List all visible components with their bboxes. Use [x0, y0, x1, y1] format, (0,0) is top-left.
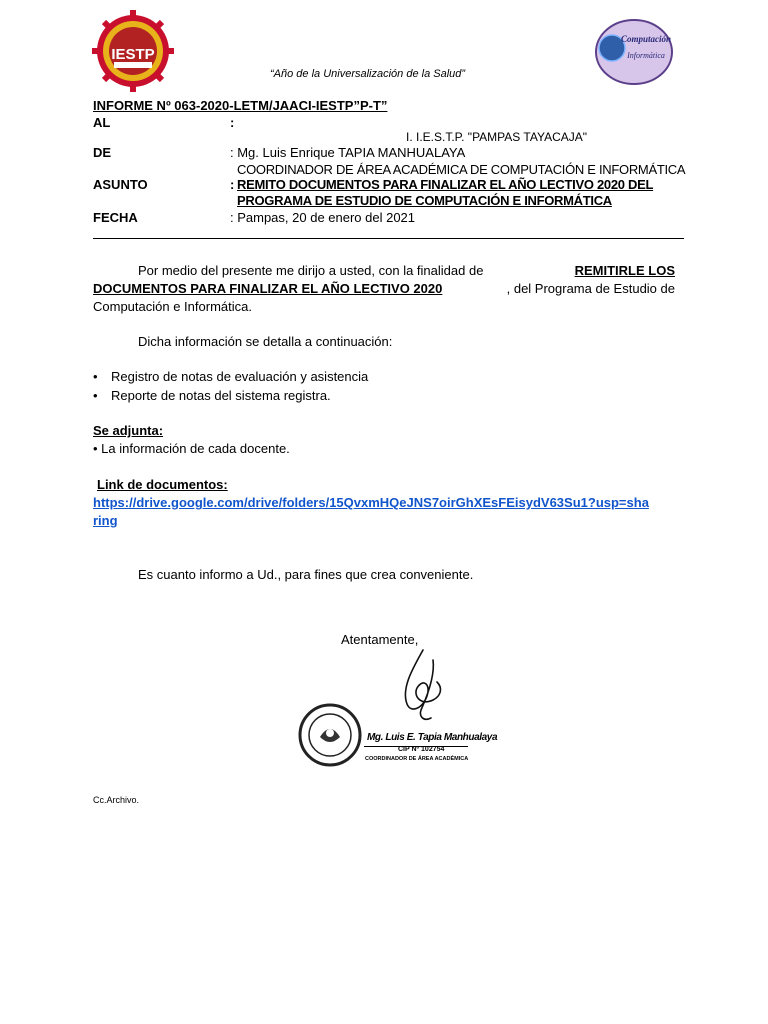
asunto-line1: REMITO DOCUMENTOS PARA FINALIZAR EL AÑO LECTIVO 2020 DEL: [237, 177, 654, 192]
svg-text:Informática: Informática: [627, 51, 665, 60]
documents-link-line2[interactable]: ring: [93, 513, 118, 528]
bullet-item-1: [93, 369, 369, 384]
al-label: AL: [93, 115, 111, 130]
al-value: I. I.E.S.T.P. "PAMPAS TAYACAJA": [406, 130, 588, 144]
attach-item: • La información de cada docente.: [93, 441, 290, 456]
motto: “Año de la Universalización de la Salud”: [270, 68, 466, 80]
cc-archive: Cc.Archivo.: [93, 795, 140, 805]
al-colon: :: [230, 115, 235, 130]
link-heading: Link de documentos:: [97, 477, 228, 492]
para1-end: Computación e Informática.: [93, 299, 252, 314]
memo-title: INFORME Nº 063-2020-LETM/JAACI-IESTP”P-T”: [93, 98, 388, 113]
de-label: DE: [93, 145, 112, 160]
seal-stamp: [298, 703, 362, 767]
asunto-line2: PROGRAMA DE ESTUDIO DE COMPUTACIÓN E INFORMÁTICA: [237, 193, 612, 208]
header-divider: [93, 238, 684, 239]
para1-line1: [93, 262, 675, 280]
attach-heading: Se adjunta:: [93, 423, 164, 438]
asunto-colon: :: [230, 177, 235, 192]
signature-role: COORDINADOR DE ÁREA ACADÉMICA: [365, 756, 469, 762]
documents-link-line1[interactable]: https://drive.google.com/drive/folders/15QvxmHQeJNS7oirGhXEsFEisydV63Su1?usp=sha: [93, 495, 649, 510]
para1: [93, 262, 675, 316]
bullet-text: Registro de notas de evaluación y asistencia: [111, 369, 369, 384]
svg-text:IESTP: IESTP: [111, 46, 155, 63]
fecha-value: : Pampas, 20 de enero del 2021: [230, 210, 416, 225]
farewell: Atentamente,: [341, 632, 419, 647]
signature-scribble: [393, 648, 453, 726]
seal-stamp-icon: [298, 703, 362, 767]
bullet-text: Reporte de notas del sistema registra.: [111, 388, 331, 403]
closing-text: Es cuanto informo a Ud., para fines que crea conveniente.: [138, 567, 474, 582]
computacion-logo-icon: [594, 18, 674, 86]
para2: Dicha información se detalla a continuación:: [138, 334, 393, 349]
iestp-logo-icon: [92, 10, 174, 92]
signature-icon: [393, 648, 453, 726]
iestp-logo: [92, 10, 174, 92]
bullet-glyph: •: [93, 369, 98, 384]
para1-bold2: DOCUMENTOS PARA FINALIZAR EL AÑO LECTIVO 2020: [93, 281, 443, 296]
computacion-logo: [594, 18, 674, 86]
para1-mid: , del Programa de Estudio de: [506, 281, 675, 296]
de-value-line1: : Mg. Luis Enrique TAPIA MANHUALAYA: [230, 145, 466, 160]
bullet-glyph: •: [93, 388, 98, 403]
de-value-line2: COORDINADOR DE ÁREA ACADÉMICA DE COMPUTACIÓN E INFORMÁTICA: [237, 162, 686, 177]
para1-line2: [93, 280, 675, 298]
para1-start: Por medio del presente me dirijo a usted, con la finalidad de: [138, 263, 484, 278]
signature-name: Mg. Luis E. Tapia Manhualaya: [367, 732, 498, 743]
para1-bold1: REMITIRLE LOS: [574, 263, 675, 278]
asunto-label: ASUNTO: [93, 177, 148, 192]
signature-cip: CIP Nº 102754: [398, 746, 445, 753]
fecha-label: FECHA: [93, 210, 138, 225]
svg-text:Computación: Computación: [620, 34, 672, 44]
bullet-item-2: [93, 388, 331, 403]
